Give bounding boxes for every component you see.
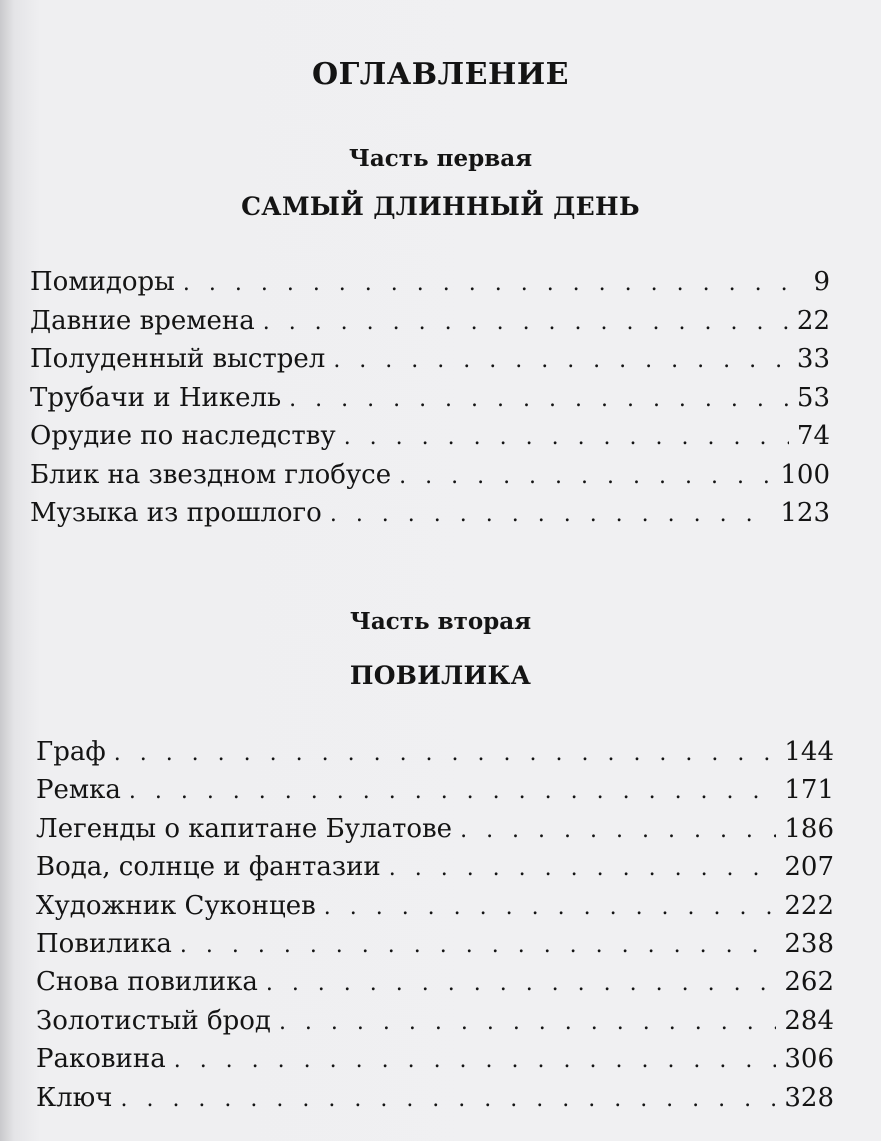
toc-entry-page: 306 (784, 1044, 834, 1075)
toc-entry-page: 284 (784, 1005, 834, 1036)
part-two-title: ПОВИЛИКА (349, 661, 532, 690)
toc-entry-title: Помидоры (30, 267, 175, 297)
dot-leader (120, 1081, 776, 1119)
toc-entry (30, 417, 830, 456)
toc-entry (36, 887, 834, 925)
toc-entry (36, 733, 834, 771)
dot-leader (289, 381, 789, 419)
toc-entry-page: 238 (784, 928, 834, 959)
toc-entry (30, 379, 830, 418)
part-one-toc-list (30, 263, 830, 533)
toc-entry-page: 123 (780, 498, 830, 528)
dot-leader (333, 342, 789, 380)
part-two-label: Часть вторая (349, 608, 532, 635)
toc-entry-page: 328 (784, 1082, 834, 1113)
toc-entry-title: Раковина (36, 1044, 166, 1075)
toc-entry-title: Блик на звездном глобусе (30, 459, 392, 490)
toc-entry (30, 302, 830, 341)
dot-leader (460, 812, 776, 850)
toc-entry-title: Снова повилика (36, 967, 258, 998)
dot-leader (399, 458, 772, 496)
dot-leader (266, 965, 777, 1003)
toc-entry-page: 171 (784, 775, 834, 806)
toc-entry-title: Золотистый брод (36, 1005, 271, 1036)
dot-leader (114, 735, 777, 773)
toc-entry-page: 186 (784, 813, 834, 844)
toc-entry-title: Музыка из прошлого (30, 498, 322, 528)
toc-entry (30, 494, 830, 533)
toc-entry-title: Граф (36, 737, 106, 767)
toc-entry-title: Художник Суконцев (36, 890, 316, 921)
toc-entry-page: 144 (784, 737, 834, 767)
toc-entry-title: Ключ (36, 1082, 113, 1113)
toc-entry (30, 340, 830, 379)
toc-entry-title: Вода, солнце и фантазии (36, 852, 381, 883)
toc-entry-page: 9 (813, 267, 830, 297)
toc-entry (36, 810, 834, 848)
toc-entry (36, 848, 834, 886)
toc-entry-page: 53 (796, 382, 830, 413)
dot-leader (279, 1004, 776, 1042)
toc-entry-page: 222 (784, 890, 834, 921)
dot-leader (344, 419, 789, 457)
toc-entry-page: 33 (796, 344, 830, 374)
toc-entry-title: Легенды о капитане Булатове (36, 813, 453, 844)
toc-entry-title: Орудие по наследству (30, 421, 336, 451)
dot-leader (174, 1042, 777, 1080)
toc-entry-page: 262 (784, 967, 834, 998)
part-two-toc-list (36, 733, 834, 1117)
toc-entry (36, 1040, 834, 1078)
toc-entry (30, 456, 830, 495)
toc-entry-title: Ремка (36, 775, 121, 806)
toc-entry (36, 1002, 834, 1040)
toc-entry (30, 263, 830, 302)
dot-leader (389, 850, 777, 888)
dot-leader (263, 304, 789, 342)
dot-leader (129, 773, 777, 811)
toc-entry-page: 100 (780, 459, 830, 490)
part-one-title: САМЫЙ ДЛИННЫЙ ДЕНЬ (241, 192, 640, 221)
toc-entry-title: Давние времена (30, 305, 255, 336)
part-one-label: Часть первая (348, 145, 533, 172)
toc-entry (36, 1079, 834, 1117)
toc-entry (36, 771, 834, 809)
toc-entry-page: 74 (796, 421, 830, 451)
dot-leader (324, 889, 777, 927)
toc-entry-title: Полуденный выстрел (30, 344, 326, 374)
toc-title: ОГЛАВЛЕНИЕ (311, 57, 570, 92)
toc-entry-page: 207 (784, 852, 834, 883)
dot-leader (330, 496, 773, 534)
toc-entry-page: 22 (796, 305, 830, 336)
dot-leader (183, 265, 792, 303)
toc-entry (36, 925, 834, 963)
toc-entry-title: Повилика (36, 928, 172, 959)
dot-leader (180, 927, 776, 965)
toc-entry (36, 963, 834, 1001)
toc-entry-title: Трубачи и Никель (30, 382, 282, 413)
